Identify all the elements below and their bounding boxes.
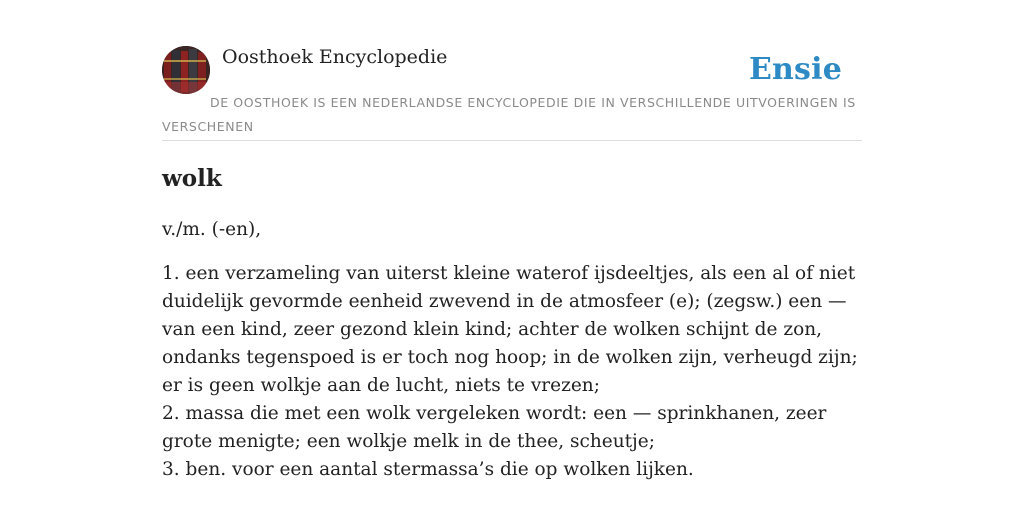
entry-word: wolk [162,165,222,192]
entry-grammar: v./m. (-en), [162,219,262,240]
definition-3: 3. ben. voor een aantal stermassa’s die op wolken lijken. [162,459,694,480]
entry-content [162,162,867,484]
entry-definitions [162,260,867,484]
site-tagline: DE OOSTHOEK IS EEN NEDERLANDSE ENCYCLOPEDIE DIE IN VERSCHILLENDE UITVOERINGEN IS VERSCHENEN [162,95,856,134]
brand-logo[interactable]: Ensie [748,52,842,87]
definition-1: 1. een verzameling van uiterst kleine waterof ijsdeeltjes, als een al of niet duidelijk gevormde eenheid zwevend in de atmosfeer (e); (zegsw.) een — van een kind, zeer gezond klein kind; achter de wolken schijnt de zon, ondanks tegenspoed is er toch nog hoop; in de wolken zijn, verheugd zijn; er is geen wolkje aan de lucht, niets te vrezen; [162,263,858,396]
book-spines-icon[interactable] [162,46,210,94]
site-title[interactable]: Oosthoek Encyclopedie [222,46,448,68]
definition-2: 2. massa die met een wolk vergeleken wordt: een — sprinkhanen, zeer grote menigte; een wolkje melk in de thee, scheutje; [162,403,827,452]
site-header [162,46,862,141]
